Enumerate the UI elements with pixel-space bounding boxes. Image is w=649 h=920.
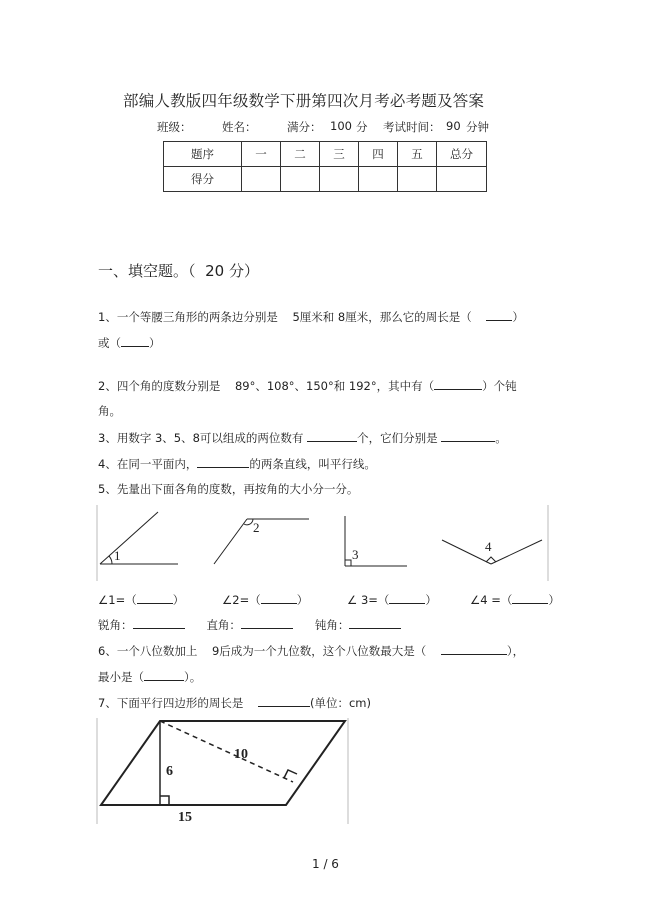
score-input-cell[interactable]	[242, 167, 281, 192]
answer-blank[interactable]	[133, 616, 185, 629]
angle-classification: 锐角： 直角： 钝角：	[98, 616, 401, 633]
time-unit: 分钟	[466, 120, 489, 134]
height-label: 6	[166, 764, 173, 779]
score-input-cell[interactable]	[281, 167, 320, 192]
table-cell: 一	[242, 142, 281, 167]
parallelogram-shape	[101, 721, 345, 805]
question-6-line-2: 最小是（ ）。	[98, 670, 202, 684]
table-cell: 四	[359, 142, 398, 167]
answer-blank[interactable]	[241, 616, 293, 629]
score-table-score-row	[164, 167, 487, 192]
class-label: 班级：	[157, 120, 192, 134]
score-input-cell[interactable]	[398, 167, 437, 192]
answer-blank[interactable]	[349, 616, 401, 629]
height-right-mark	[160, 796, 169, 805]
question-2-line-2: 角。	[98, 404, 121, 418]
angle-label-4: 4	[485, 539, 492, 554]
answer-blank[interactable]	[434, 377, 482, 390]
base-label: 15	[178, 810, 192, 824]
angle-label-1: 1	[114, 548, 121, 563]
page-title: 部编人教版四年级数学下册第四次月考必考题及答案	[123, 92, 485, 110]
full-score-unit: 分	[356, 120, 368, 134]
question-7: 7、下面平行四边形的周长是 (单位：cm)	[98, 696, 371, 710]
score-table	[163, 141, 487, 192]
time-label: 考试时间：	[383, 120, 441, 134]
time-value: 90	[446, 119, 461, 133]
angle-3-right-mark	[345, 560, 351, 566]
diagonal-label: 10	[234, 747, 248, 762]
question-3: 3、用数字 3、5、8可以组成的两位数有 个，它们分别是 。	[98, 431, 507, 445]
answer-blank[interactable]	[144, 668, 184, 681]
question-1-line-2: 或（ ）	[98, 336, 161, 350]
answer-blank[interactable]	[261, 591, 297, 604]
parallelogram-figure	[96, 718, 350, 824]
angle-label-2: 2	[253, 520, 260, 535]
angle-label-3: 3	[352, 547, 359, 562]
angle-2-ray	[214, 519, 247, 564]
answer-blank[interactable]	[258, 694, 310, 707]
question-4: 4、在同一平面内， 的两条直线，叫平行线。	[98, 457, 376, 471]
question-5: 5、先量出下面各角的度数，再按角的大小分一分。	[98, 482, 359, 496]
question-2-line-1: 2、四个角的度数分别是 89°、108°、150°和 192°，其中有（ ）个钝	[98, 379, 517, 393]
full-score-value: 100	[330, 119, 352, 133]
table-cell: 五	[398, 142, 437, 167]
table-cell: 题序	[164, 142, 242, 167]
table-cell: 二	[281, 142, 320, 167]
full-score-label: 满分：	[287, 120, 322, 134]
score-table-header-row	[164, 142, 487, 167]
answer-blank[interactable]	[121, 334, 149, 347]
table-cell: 总分	[437, 142, 487, 167]
angle-4-answer: ∠4 =（ ）	[470, 593, 560, 607]
answer-blank[interactable]	[512, 591, 548, 604]
angle-4-ray	[442, 540, 491, 564]
score-input-cell[interactable]	[320, 167, 359, 192]
section-heading: 一、填空题。（ 20 分）	[98, 262, 259, 280]
table-cell: 三	[320, 142, 359, 167]
diagonal-right-mark	[284, 770, 297, 778]
page-number: 1 / 6	[312, 857, 339, 871]
diagonal-dashed-line	[160, 721, 293, 782]
question-6-line-1: 6、一个八位数加上 9后成为一个九位数，这个八位数最大是（ ），	[98, 644, 525, 658]
answer-blank[interactable]	[197, 455, 249, 468]
answer-blank[interactable]	[389, 591, 425, 604]
answer-blank[interactable]	[441, 642, 507, 655]
answer-blank[interactable]	[486, 308, 512, 321]
name-label: 姓名：	[222, 120, 257, 134]
answer-blank[interactable]	[137, 591, 173, 604]
angle-4-ray	[491, 540, 542, 564]
score-input-cell[interactable]	[359, 167, 398, 192]
angle-1-answer: ∠1=（ ）	[98, 593, 185, 607]
angle-2-answer: ∠2=（ ）	[222, 593, 309, 607]
angle-1-ray	[100, 512, 158, 564]
question-1-line-1: 1、一个等腰三角形的两条边分别是 5厘米和 8厘米，那么它的周长是（ ）	[98, 310, 524, 324]
angle-1-arc	[109, 556, 112, 564]
angles-figure	[96, 505, 552, 581]
table-cell: 得分	[164, 167, 242, 192]
answer-blank[interactable]	[441, 429, 495, 442]
score-input-cell[interactable]	[437, 167, 487, 192]
angle-3-answer: ∠ 3=（ ）	[347, 593, 437, 607]
answer-blank[interactable]	[307, 429, 357, 442]
angle-4-right-mark	[486, 557, 496, 562]
